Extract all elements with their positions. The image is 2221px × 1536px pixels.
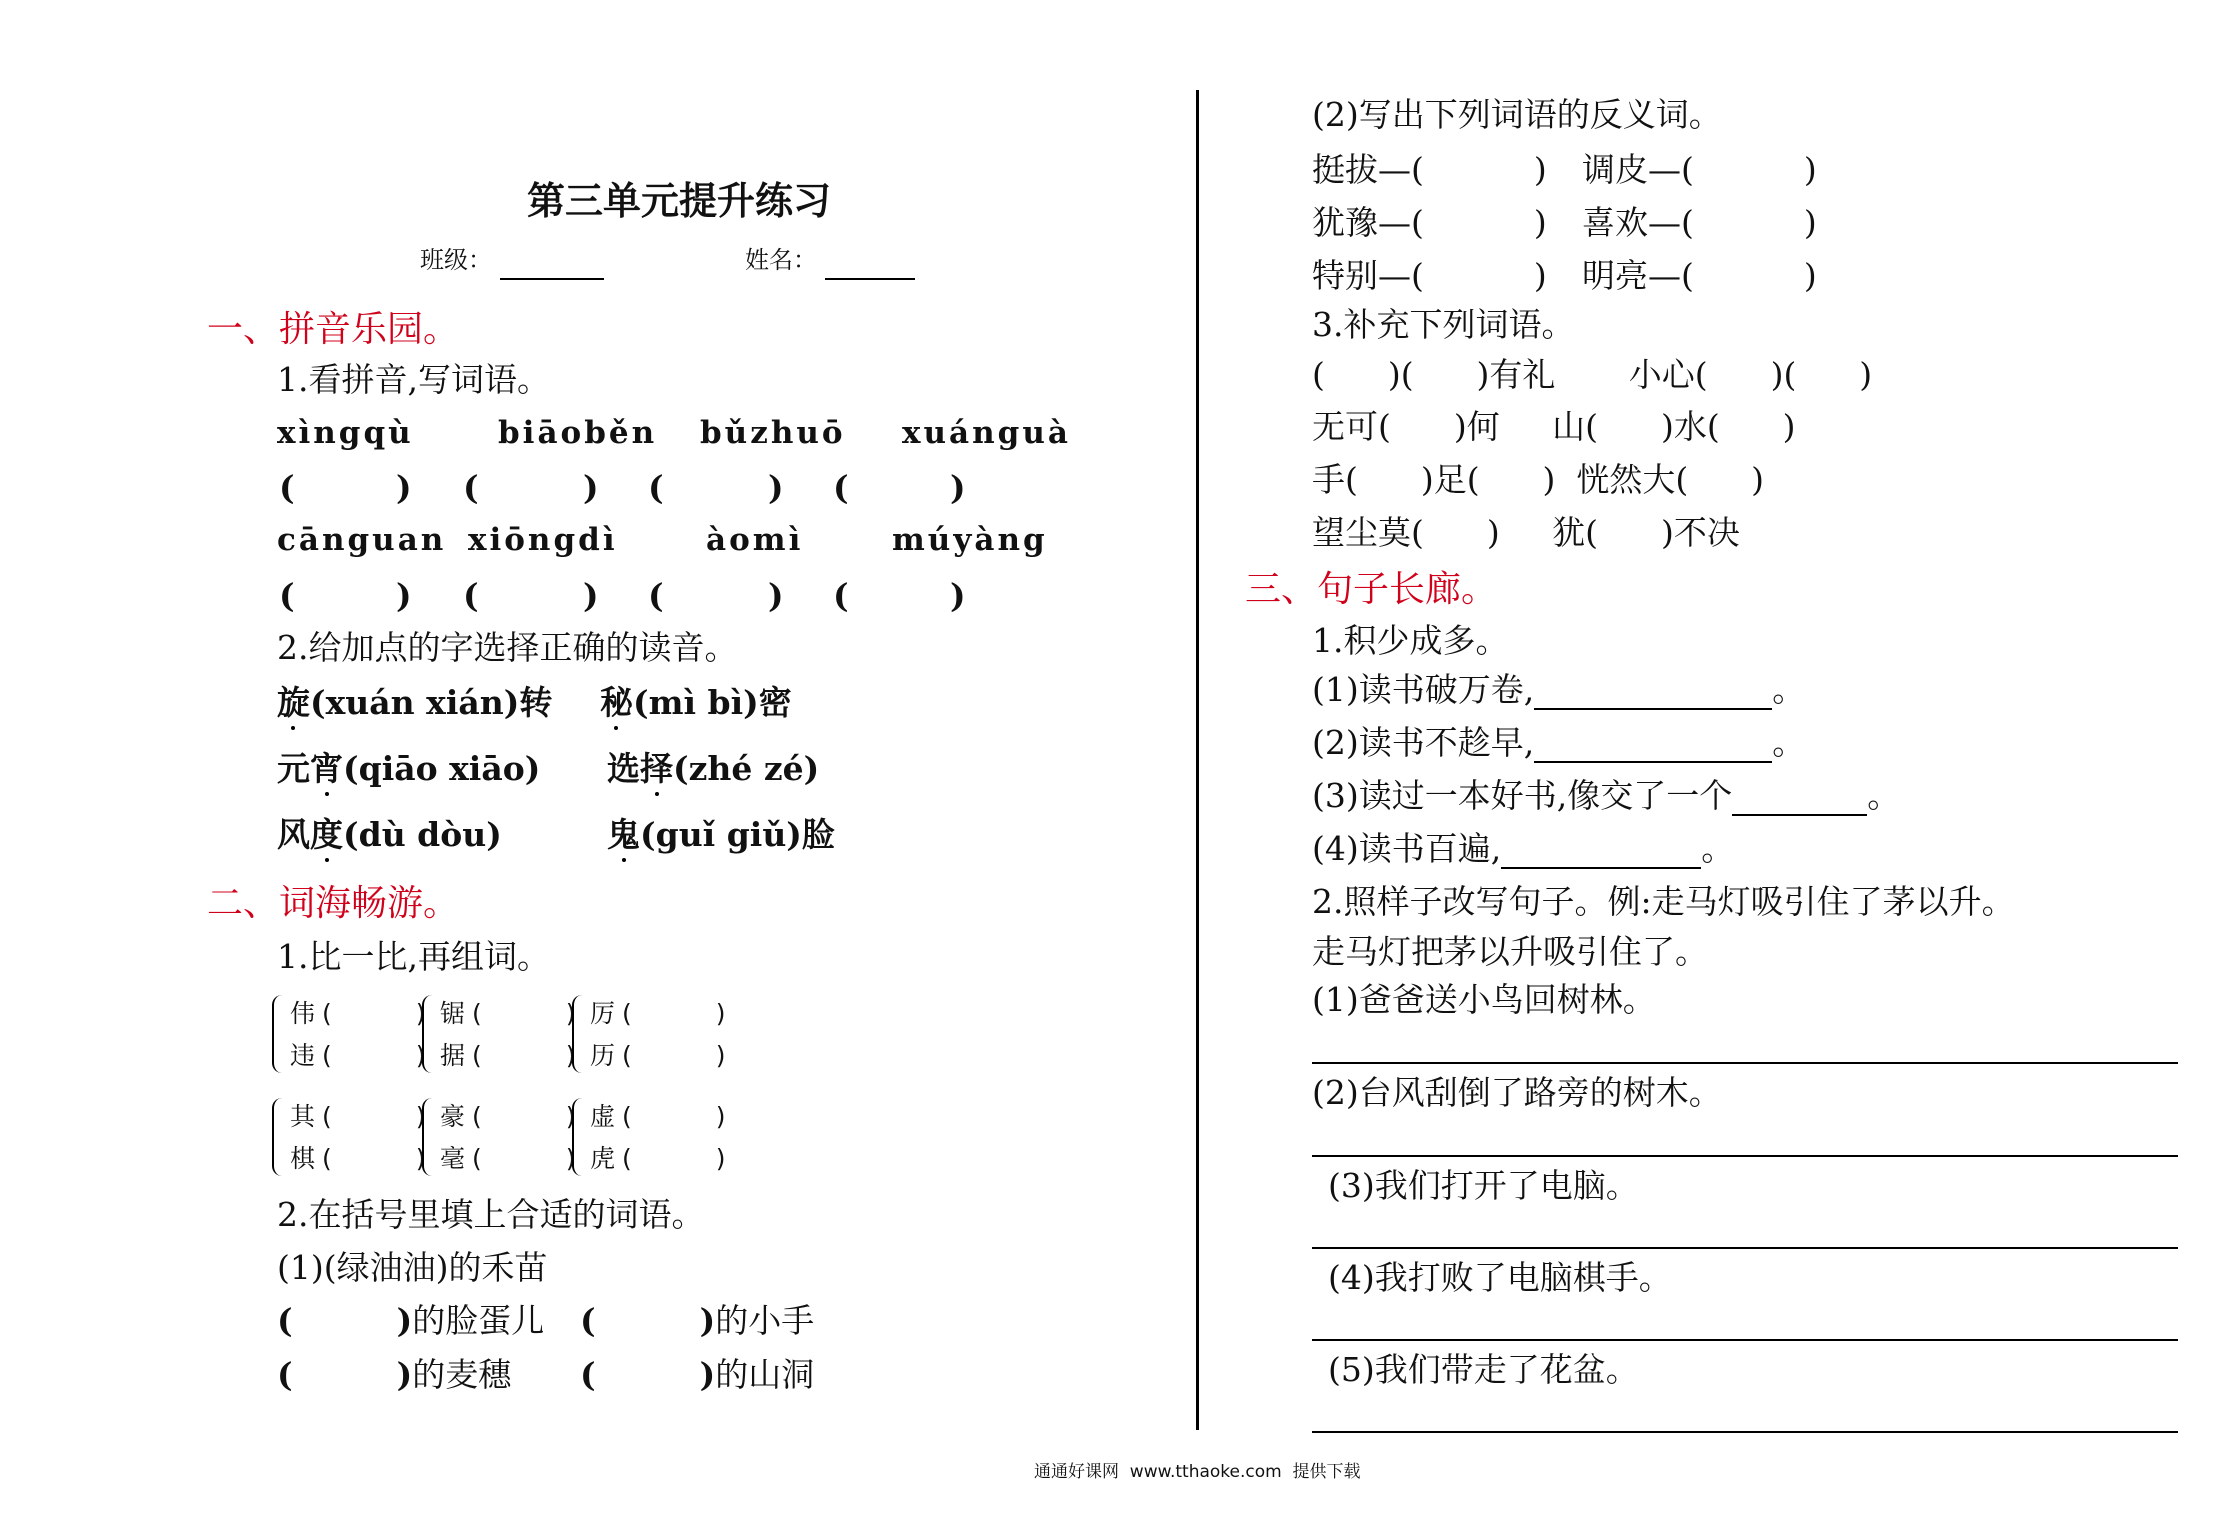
- answer-blank[interactable]: [482, 1138, 566, 1180]
- reading-choice-5: 风度(dù dòu): [277, 815, 502, 854]
- answer-blank[interactable]: [482, 1096, 566, 1138]
- brace: [272, 1098, 286, 1176]
- paren-close: ): [396, 576, 412, 615]
- brace: [422, 995, 436, 1073]
- answer-blank[interactable]: [332, 1035, 416, 1077]
- rewrite-item-3: (3)我们打开了电脑。: [1328, 1166, 1639, 1205]
- answer-blank[interactable]: [632, 993, 716, 1035]
- q3-1-prompt: 1.积少成多。: [1312, 621, 1509, 660]
- brace: [272, 995, 286, 1073]
- answer-line[interactable]: [1312, 1339, 2178, 1341]
- pinyin-7: àomì: [706, 522, 804, 558]
- emphasis-dot: [614, 726, 618, 730]
- paren-open: (: [279, 576, 295, 615]
- emphasis-dot: [622, 858, 626, 862]
- pinyin-5: cānguan: [277, 522, 447, 558]
- section-3-heading: 三、句子长廊。: [1245, 569, 1498, 610]
- pinyin-8: múyàng: [892, 522, 1048, 558]
- answer-blank[interactable]: [482, 993, 566, 1035]
- fill-item-4: ( )的山洞: [580, 1355, 815, 1394]
- rewrite-item-2: (2)台风刮倒了路旁的树木。: [1312, 1073, 1722, 1112]
- saying-3: (3)读过一本好书,像交了一个 。: [1312, 776, 1901, 815]
- column-divider: [1196, 90, 1199, 1430]
- paren-open: (: [648, 468, 664, 507]
- fill-item-1: ( )的脸蛋儿: [277, 1301, 545, 1340]
- answer-blank[interactable]: [332, 1096, 416, 1138]
- paren-open: (: [463, 468, 479, 507]
- answer-blank[interactable]: [482, 1035, 566, 1077]
- reading-choice-4: 选择(zhé zé): [607, 749, 820, 788]
- class-label: 班级：: [420, 246, 492, 274]
- q2-2-example: (1)(绿油油)的禾苗: [277, 1248, 548, 1287]
- name-input-line[interactable]: [825, 244, 915, 280]
- q3-2-prompt: 2.照样子改写句子。例:走马灯吸引住了茅以升。: [1312, 882, 2015, 921]
- q3-2-example: 走马灯把茅以升吸引住了。: [1312, 932, 1708, 971]
- page-title: 第三单元提升练习: [527, 179, 832, 223]
- brace: [422, 1098, 436, 1176]
- saying-2: (2)读书不趁早, 。: [1312, 723, 1806, 762]
- name-label: 姓名：: [745, 246, 817, 274]
- paren-close: ): [583, 576, 599, 615]
- answer-line[interactable]: [1312, 1247, 2178, 1249]
- pinyin-6: xiōngdì: [468, 522, 618, 558]
- emphasis-dot: [325, 858, 329, 862]
- section-2-heading: 二、词海畅游。: [207, 883, 460, 924]
- antonym-5: 特别—( ): [1312, 256, 1547, 295]
- answer-blank[interactable]: [332, 1138, 416, 1180]
- q2-2-prompt: 2.在括号里填上合适的词语。: [277, 1195, 705, 1234]
- paren-open: (: [833, 468, 849, 507]
- antonym-6: 明亮—( ): [1582, 256, 1817, 295]
- section-1-heading: 一、拼音乐园。: [207, 309, 460, 350]
- answer-line[interactable]: [1312, 1155, 2178, 1157]
- idiom-line-1: ( )( )有礼 小心( )( ): [1312, 355, 1873, 394]
- rewrite-item-4: (4)我打败了电脑棋手。: [1328, 1258, 1672, 1297]
- antonym-4: 喜欢—( ): [1582, 203, 1817, 242]
- pinyin-1: xìngqù: [277, 415, 414, 451]
- q2-1-prompt: 1.比一比,再组词。: [277, 937, 550, 976]
- answer-line[interactable]: [1312, 1431, 2178, 1433]
- antonym-2: 调皮—( ): [1582, 150, 1817, 189]
- emphasis-dot: [291, 726, 295, 730]
- idiom-line-2: 无可( )何 山( )水( ): [1312, 407, 1796, 446]
- paren-close: ): [768, 468, 784, 507]
- answer-line[interactable]: [1534, 674, 1772, 710]
- q2-3-prompt: (2)写出下列词语的反义词。: [1312, 95, 1722, 134]
- antonym-3: 犹豫—( ): [1312, 203, 1547, 242]
- rewrite-item-1: (1)爸爸送小鸟回树林。: [1312, 980, 1656, 1019]
- reading-choice-2: 秘(mì bì)密: [600, 683, 792, 722]
- q1-2-prompt: 2.给加点的字选择正确的读音。: [277, 628, 738, 667]
- answer-line[interactable]: [1534, 727, 1772, 763]
- reading-choice-6: 鬼(guǐ giǔ)脸: [607, 815, 835, 854]
- fill-item-2: ( )的小手: [580, 1301, 815, 1340]
- paren-close: ): [396, 468, 412, 507]
- answer-blank[interactable]: [632, 1035, 716, 1077]
- q2-4-prompt: 3.补充下列词语。: [1312, 305, 1575, 344]
- saying-1: (1)读书破万卷, 。: [1312, 670, 1806, 709]
- brace: [572, 995, 586, 1073]
- compare-group: 厉 ( ) 历 ( ): [590, 993, 726, 1077]
- reading-choice-3: 元宵(qiāo xiāo): [277, 749, 541, 788]
- name-field: [745, 240, 915, 280]
- answer-line[interactable]: [1501, 833, 1701, 869]
- paren-close: ): [950, 468, 966, 507]
- compare-group: 伟 ( ) 违 ( ): [290, 993, 426, 1077]
- q1-1-prompt: 1.看拼音,写词语。: [277, 360, 550, 399]
- paren-close: ): [950, 576, 966, 615]
- pinyin-2: biāoběn: [498, 415, 658, 451]
- saying-4: (4)读书百遍, 。: [1312, 829, 1735, 868]
- paren-close: ): [768, 576, 784, 615]
- paren-open: (: [279, 468, 295, 507]
- paren-close: ): [583, 468, 599, 507]
- compare-group: 锯 ( ) 据 ( ): [440, 993, 576, 1077]
- emphasis-dot: [655, 792, 659, 796]
- antonym-1: 挺拔—( ): [1312, 150, 1547, 189]
- paren-open: (: [648, 576, 664, 615]
- emphasis-dot: [325, 792, 329, 796]
- reading-choice-1: 旋(xuán xián)转: [277, 683, 553, 722]
- answer-line[interactable]: [1312, 1062, 2178, 1064]
- answer-line[interactable]: [1732, 780, 1867, 816]
- class-input-line[interactable]: [500, 244, 604, 280]
- idiom-line-3: 手( )足( ) 恍然大( ): [1312, 460, 1765, 499]
- fill-item-3: ( )的麦穗: [277, 1355, 512, 1394]
- paren-open: (: [833, 576, 849, 615]
- pinyin-3: bǔzhuō: [700, 415, 846, 451]
- idiom-line-4: 望尘莫( ) 犹( )不决: [1312, 513, 1740, 552]
- compare-group: 豪 ( ) 毫 ( ): [440, 1096, 576, 1180]
- compare-group: 虚 ( ) 虎 ( ): [590, 1096, 726, 1180]
- pinyin-4: xuánguà: [902, 415, 1071, 451]
- class-field: [420, 240, 604, 280]
- brace: [572, 1098, 586, 1176]
- rewrite-item-5: (5)我们带走了花盆。: [1328, 1350, 1639, 1389]
- answer-blank[interactable]: [632, 1138, 716, 1180]
- answer-blank[interactable]: [332, 993, 416, 1035]
- paren-open: (: [463, 576, 479, 615]
- answer-blank[interactable]: [632, 1096, 716, 1138]
- compare-group: 其 ( ) 棋 ( ): [290, 1096, 426, 1180]
- footer-text: 通通好课网 www.tthaoke.com 提供下载: [1034, 1462, 1361, 1482]
